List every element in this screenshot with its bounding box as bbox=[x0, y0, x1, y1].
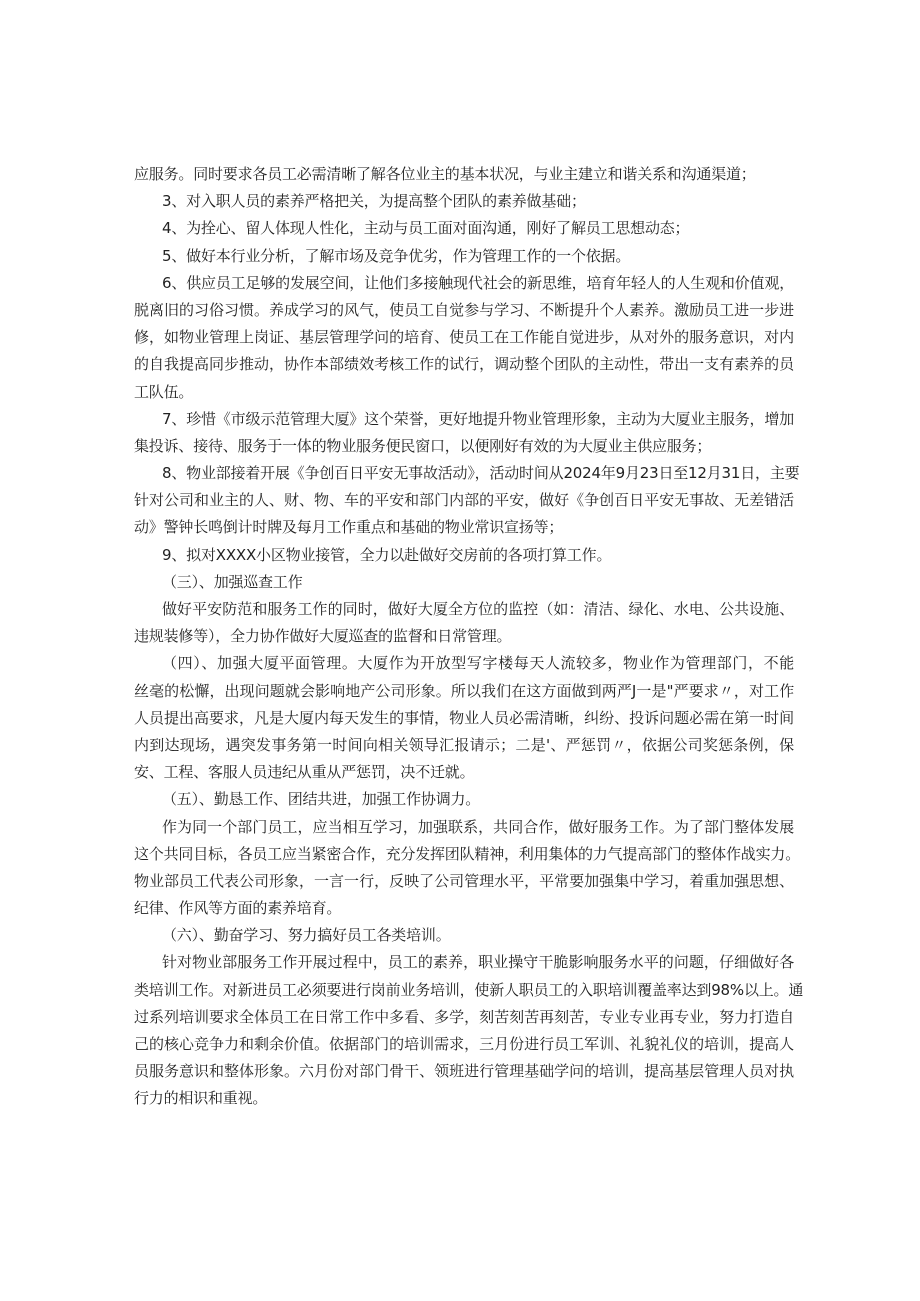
document-body bbox=[134, 161, 804, 1113]
text-line: 做好平安防范和服务工作的同时，做好大厦全方位的监控（如：清洁、绿化、水电、公共设施、 bbox=[162, 600, 794, 618]
text-line: 应服务。同时要求各员工必需清晰了解各位业主的基本状况，与业主建立和谐关系和沟通渠道； bbox=[134, 165, 756, 183]
text-line: 集投诉、接待、服务于一体的物业服务便民窗口，以便刚好有效的为大厦业主供应服务； bbox=[134, 436, 712, 455]
text-line: 己的核心竞争力和剩余价值。依据部门的培训需求，三月份进行员工军训、礼貌礼仪的培训，提高人 bbox=[134, 1035, 794, 1053]
text-line: 违规装修等），全力协作做好大厦巡查的监督和日常管理。 bbox=[134, 627, 512, 646]
text-line: 的自我提高同步推动，协作本部绩效考核工作的试行，调动整个团队的主动性，带出一支有素养的员 bbox=[134, 355, 794, 374]
text-line: （四）、加强大厦平面管理。大厦作为开放型写字楼每天人流较多，物业作为管理部门，不能 bbox=[162, 654, 794, 673]
text-line: 员服务意识和整体形象。六月份对部门骨干、领班进行管理基础学问的培训，提高基层管理人员对执 bbox=[134, 1062, 794, 1081]
text-line: 安、工程、客服人员违纪从重从严惩罚，决不迁就。 bbox=[134, 763, 475, 782]
text-line: 动》警钟长鸣倒计时牌及每月工作重点和基础的物业常识宣扬等； bbox=[134, 518, 564, 537]
text-line: 6、供应员工足够的发展空间，让他们多接触现代社会的新思维，培育年轻人的人生观和价值观， bbox=[162, 273, 794, 292]
text-line: 内到达现场，遇突发事务第一时间向相关领导汇报请示；二是'、严惩罚〃，依据公司奖惩条例，保 bbox=[134, 735, 794, 754]
text-line: 4、为拴心、留人体现人性化，主动与员工面对面沟通，刚好了解员工思想动态； bbox=[162, 219, 690, 238]
text-line: 3、对入职人员的素养严格把关，为提高整个团队的素养做基础； bbox=[162, 192, 586, 211]
text-line: 物业部员工代表公司形象，一言一行，反映了公司管理水平，平常要加强集中学习，着重加强思想、 bbox=[134, 871, 794, 890]
text-line: （三）、加强巡查工作 bbox=[162, 572, 303, 591]
text-line: 丝毫的松懈，出现问题就会影响地产公司形象。所以我们在这方面做到两严J一是"严要求〃，对工作 bbox=[134, 681, 794, 700]
text-line: （五）、勤恳工作、团结共进，加强工作协调力。 bbox=[162, 790, 481, 809]
text-line: 行力的相识和重视。 bbox=[134, 1089, 268, 1108]
text-line: 针对物业部服务工作开展过程中，员工的素养，职业操守干脆影响服务水平的问题，仔细做好各 bbox=[162, 953, 794, 972]
text-line: 9、拟对XXXX小区物业接管，全力以赴做好交房前的各项打算工作。 bbox=[162, 545, 612, 564]
text-line: 类培训工作。对新进员工必须要进行岗前业务培训，使新人职员工的入职培训覆盖率达到98%以上。通 bbox=[134, 980, 804, 999]
text-line: 脱离旧的习俗习惯。养成学习的风气，使员工自觉参与学习、不断提升个人素养。激励员工进一步进 bbox=[134, 300, 794, 319]
text-line: 针对公司和业主的人、财、物、车的平安和部门内部的平安，做好《争创百日平安无事故、无差错活 bbox=[134, 491, 794, 510]
text-line: 7、珍惜《市级示范管理大厦》这个荣誉，更好地提升物业管理形象，主动为大厦业主服务，增加 bbox=[162, 409, 794, 428]
text-line: 工队伍。 bbox=[134, 382, 194, 401]
text-line: 修，如物业管理上岗证、基层管理学问的培育、使员工在工作能自觉进步，从对外的服务意识，对内 bbox=[134, 328, 794, 347]
text-line: 5、做好本行业分析，了解市场及竞争优劣，作为管理工作的一个依据。 bbox=[162, 246, 631, 265]
text-line: 纪律、作风等方面的素养培育。 bbox=[134, 899, 342, 918]
text-line: 这个共同目标，各员工应当紧密合作，充分发挥团队精神，利用集体的力气提高部门的整体作战实力。 bbox=[134, 844, 801, 863]
text-line: 8、物业部接着开展《争创百日平安无事故活动》，活动时间从2024年9月23日至12月31日，主要 bbox=[162, 464, 800, 483]
text-line: 过系列培训要求全体员工在日常工作中多看、多学，刻苦刻苦再刻苦，专业专业再专业，努力打造自 bbox=[134, 1007, 794, 1026]
text-line: （六）、勤奋学习、努力搞好员工各类培训。 bbox=[162, 926, 451, 945]
text-line: 人员提出高要求，凡是大厦内每天发生的事情，物业人员必需清晰，纠纷、投诉问题必需在第一时间 bbox=[134, 708, 794, 727]
text-line: 作为同一个部门员工，应当相互学习，加强联系，共同合作，做好服务工作。为了部门整体发展 bbox=[162, 817, 794, 836]
